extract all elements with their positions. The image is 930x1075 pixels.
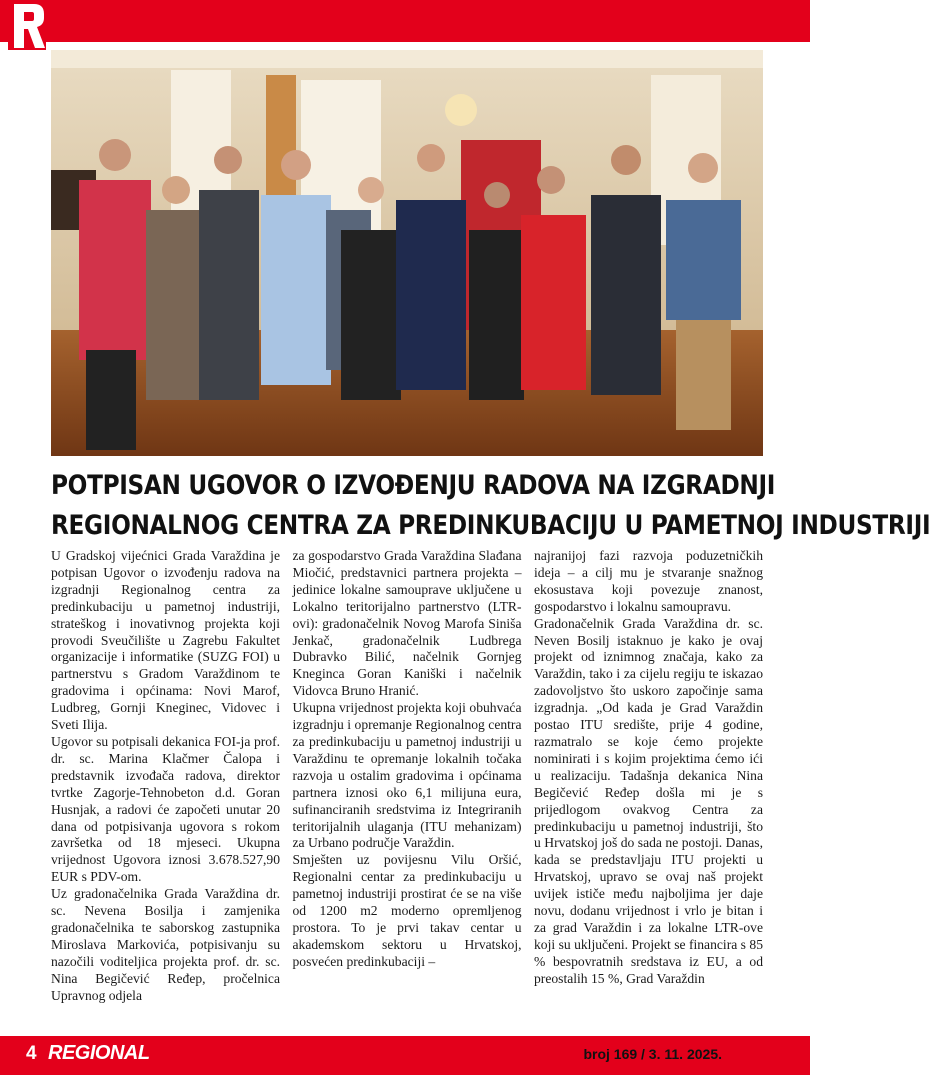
article-headline [51,466,930,546]
paragraph: Ugovor su potpisali dekanica FOI-ja prof. dr. sc. Marina Klačmer Čalopa i predstavnik izvođača radova, direktor tvrtke Zagorje-Tehnobeton d.d. Goran Husnjak, a radovi će započeti unutar 20 dana od potpisivanja ugovora s rokom završetka od 18 mjeseci. Ukupna vrijednost Ugovora iznosi 3.678.527,90 EUR s PDV-om. [51,733,280,885]
top-red-bar [0,0,810,42]
article-body [51,548,763,1016]
page-number: 4 [26,1043,37,1064]
paragraph: za gospodarstvo Grada Varaždina Slađana Miočić, predstavnici partnera projekta – jedinice lokalne samouprave uključene u Lokalno teritorijalno partnerstvo (LTR-ovi): gradonačelnik Novog Marofa Siniša Jenkač, gradonačelnik Ludbrega Dubravko Bilić, načelnik Gornjeg Kneginca Goran Kaniški i načelnik Vidovca Bruno Hranić. [292,548,522,699]
regional-logo-icon [6,0,48,52]
issue-info: broj 169 / 3. 11. 2025. [583,1046,722,1062]
paragraph: Ukupna vrijednost projekta koji obuhvaća izgradnju i opremanje Regionalnog centra za predinkubaciju u pametnoj industriji u Varaždinu te opremanje lokalnih točaka razvoja u ostalim gradovima i općinama partnera iznosi oko 6,1 milijuna eura, sufinanciranih sredstvima iz Integriranih teritorijalnih ulaganja (ITU mehanizam) za Urbano područje Varaždin. [292,700,522,851]
article-column-3 [534,548,763,1016]
paragraph: Smješten uz povijesnu Vilu Oršić, Regionalni centar za predinkubaciju u pametnoj industriji prostirat će se na više od 1200 m2 moderno opremljenog prostora. To je prvi takav centar u akademskom sektoru u Hrvatskoj, posvećen predinkubaciji – [292,852,522,969]
paragraph: najranijoj fazi razvoja poduzetničkih ideja – a cilj mu je stvaranje snažnog ekosustava koji povezuje znanost, gospodarstvo i lokalnu samoupravu. [534,548,763,614]
paragraph: Gradonačelnik Grada Varaždina dr. sc. Neven Bosilj istaknuo je kako je ovaj projekt od iznimnog značaja, kako za Varaždin, tako i za cijelu regiju te iskazao zadovoljstvo što uskoro započinje sama izgradnja. „Od kada je Grad Varaždin postao ITU središte, prije 4 godine, razmatralo se koje ćemo projekte nominirati i s kojim projektima ćemo ići u realizaciju. Tadašnja dekanica Nina Begičević Ređep došla mi je s prijedlogom ovakvog Centra za predinkubaciju u pametnoj industriji, što u Hrvatskoj još do sada ne postoji. Danas, kada se predstavljaju ITU projekti u Hrvatskoj, upravo se ovaj naš projekt uvijek ističe među najboljima jer daje novu, dodanu vrijednost i vrlo je bitan i za grad Varaždin i za lokalne LTR-ove koji su uključeni. Projekt se financira s 85 % bespovratnih sredstava iz EU, a od preostalih 15 %, Grad Varaždin [534,615,763,986]
footer-brand: REGIONAL [48,1042,150,1064]
paragraph: U Gradskoj vijećnici Grada Varaždina je potpisan Ugovor o izvođenju radova na izgradnji Regionalnog centra za predinkubaciju u pametnoj industriji, strateškog i inovativnog projekta koji provodi Sveučilište u Zagrebu Fakultet organizacije i informatike (SUZG FOI) u partnerstvu s Gradom Varaždinom te gradovima i općinama: Novi Marof, Ludbreg, Gornji Kneginec, Vidovec i Sveti Ilija. [51,548,280,733]
article-column-1 [51,548,280,1016]
headline-line-2: REGIONALNOG CENTRA ZA PREDINKUBACIJU U PAMETNOJ INDUSTRIJI [51,510,930,541]
article-column-2 [293,548,522,1016]
headline-line-1: POTPISAN UGOVOR O IZVOĐENJU RADOVA NA IZGRADNJI [51,470,776,501]
group-photo [51,50,763,456]
paragraph: Uz gradonačelnika Grada Varaždina dr. sc. Nevena Bosilja i zamjenika gradonačelnika te saborskog zastupnika Miroslava Markovića, potpisivanju su nazočili voditeljica projekta prof. dr. sc. Nina Begičević Ređep, pročelnica Upravnog odjela [51,886,280,1003]
